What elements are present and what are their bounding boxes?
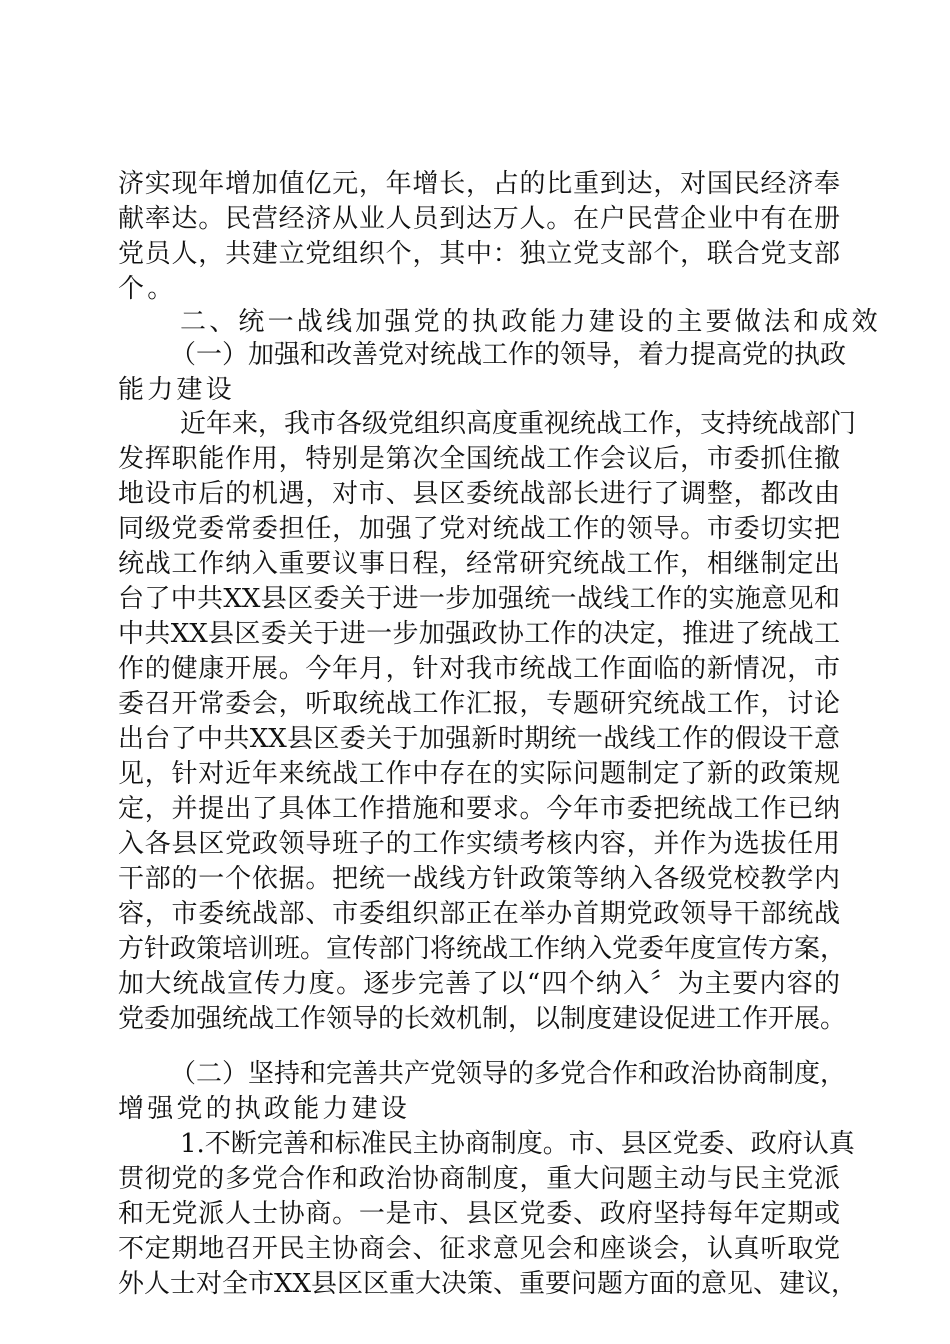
text-line: 党员人，共建立党组织个，其中：独立党支部个，联合党支部 [118,239,840,269]
text-line: 近年来，我市各级党组织高度重视统战工作，支持统战部门 [180,409,857,439]
text-line: 献率达。民营经济从业人员到达万人。在户民营企业中有在册 [118,204,840,234]
text-line: 定，并提出了具体工作措施和要求。今年市委把统战工作已纳 [118,794,840,824]
text-line: （一）加强和改善党对统战工作的领导，着力提高党的执政 [170,340,847,370]
text-line: 党委加强统战工作领导的长效机制，以制度建设促进工作开展。 [118,1004,847,1034]
text-line: 干部的一个依据。把统一战线方针政策等纳入各级党校教学内 [118,864,840,894]
text-line: 和无党派人士协商。一是市、县区党委、政府坚持每年定期或 [118,1199,840,1229]
text-line: 中共XX县区委关于进一步加强政协工作的决定，推进了统战工 [118,619,840,649]
text-line: 台了中共XX县区委关于进一步加强统一战线工作的实施意见和 [118,584,840,614]
text-line: 入各县区党政领导班子的工作实绩考核内容，并作为选拔任用 [118,829,840,859]
text-line: 同级党委常委担任，加强了党对统战工作的领导。市委切实把 [118,514,840,544]
text-line: （二）坚持和完善共产党领导的多党合作和政治协商制度， [170,1059,847,1089]
text-line: 地设市后的机遇，对市、县区委统战部长进行了调整，都改由 [118,479,840,509]
text-line: 1.不断完善和标准民主协商制度。市、县区党委、政府认真 [180,1129,855,1159]
text-line: 作的健康开展。今年月，针对我市统战工作面临的新情况，市 [118,654,840,684]
text-line: 外人士对全市XX县区区重大决策、重要问题方面的意见、建议， [118,1269,858,1299]
text-line: 增强党的执政能力建设 [118,1094,411,1124]
text-line: 加大统战宣传力度。逐步完善了以“四个纳入〞为主要内容的 [118,969,840,999]
text-line: 委召开常委会，听取统战工作汇报，专题研究统战工作，讨论 [118,689,840,719]
text-line: 方针政策培训班。宣传部门将统战工作纳入党委年度宣传方案， [118,934,847,964]
text-line: 见，针对近年来统战工作中存在的实际问题制定了新的政策规 [118,759,840,789]
text-line: 出台了中共XX县区委关于加强新时期统一战线工作的假设干意 [118,724,840,754]
text-line: 容，市委统战部、市委组织部正在举办首期党政领导干部统战 [118,899,840,929]
text-line: 不定期地召开民主协商会、征求意见会和座谈会，认真听取党 [118,1234,840,1264]
text-line: 发挥职能作用，特别是第次全国统战工作会议后，市委抓住撤 [118,444,840,474]
text-line: 统战工作纳入重要议事日程，经常研究统战工作，相继制定出 [118,549,840,579]
text-line: 个。 [118,274,177,304]
text-line: 二、统一战线加强党的执政能力建设的主要做法和成效 [180,307,881,337]
text-line: 贯彻党的多党合作和政治协商制度，重大问题主动与民主党派 [118,1164,840,1194]
text-line: 济实现年增加值亿元，年增长，占的比重到达，对国民经济奉 [118,169,840,199]
text-line: 能力建设 [118,375,235,405]
